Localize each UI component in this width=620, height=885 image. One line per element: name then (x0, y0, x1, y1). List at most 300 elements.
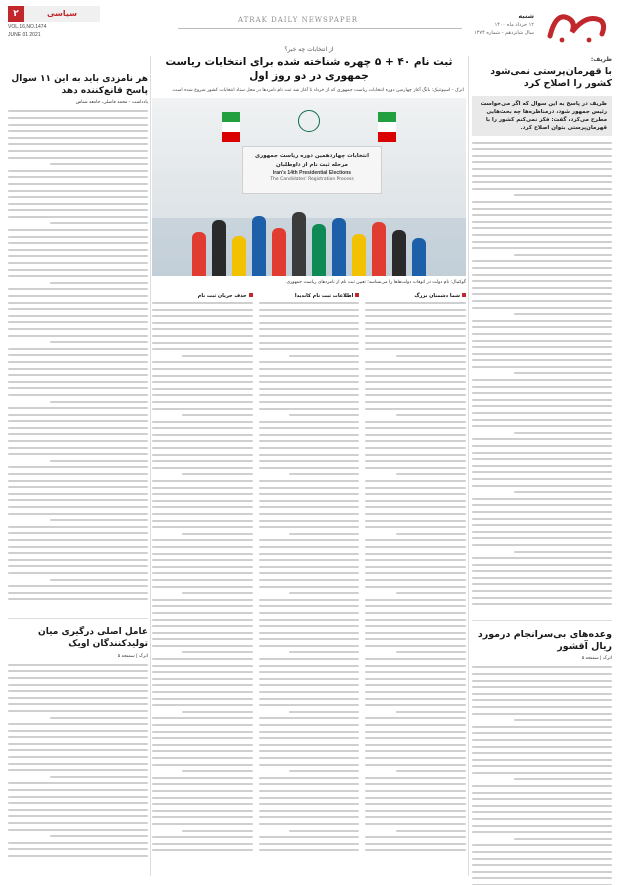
text-line (472, 379, 612, 381)
text-line (152, 717, 253, 719)
text-line (259, 454, 360, 456)
text-line (472, 498, 612, 500)
text-line (8, 684, 148, 686)
text-line (152, 368, 253, 370)
text-line (472, 346, 612, 348)
text-line (152, 625, 253, 627)
text-line (396, 533, 466, 535)
text-line (152, 757, 253, 759)
text-line (472, 524, 612, 526)
text-line (365, 315, 466, 317)
text-line (472, 706, 612, 708)
text-line (152, 394, 253, 396)
text-line (472, 759, 612, 761)
text-line (259, 625, 360, 627)
text-line (152, 678, 253, 680)
text-line (152, 467, 253, 469)
text-line (8, 565, 148, 567)
text-line (8, 328, 148, 330)
text-line (8, 124, 148, 126)
text-line (8, 848, 148, 850)
text-line (152, 750, 253, 752)
flag-icon (222, 112, 240, 142)
banner-title-en: Iran's 14th Presidential Elections (272, 170, 352, 176)
text-line (8, 506, 148, 508)
text-line (259, 394, 360, 396)
text-line (472, 785, 612, 787)
text-line (152, 691, 253, 693)
text-line (182, 592, 252, 594)
text-line (472, 693, 612, 695)
text-line (365, 302, 466, 304)
text-line (8, 453, 148, 455)
text-line (259, 381, 360, 383)
text-line (259, 440, 360, 442)
microphone-icon (372, 222, 386, 276)
text-line (152, 342, 253, 344)
text-line (472, 392, 612, 394)
text-line (365, 539, 466, 541)
text-line (259, 586, 360, 588)
text-line (8, 288, 148, 290)
text-line (152, 348, 253, 350)
text-line (472, 831, 612, 833)
text-line (365, 467, 466, 469)
text-line (365, 619, 466, 621)
microphone-icon (232, 236, 246, 276)
text-line (8, 480, 148, 482)
text-line (8, 769, 148, 771)
text-line (472, 445, 612, 447)
text-line (472, 877, 612, 879)
text-line (8, 354, 148, 356)
text-line (50, 401, 148, 403)
text-line (259, 546, 360, 548)
article-body (8, 110, 148, 610)
text-line (259, 764, 360, 766)
section-label: سیاسی (24, 6, 100, 22)
text-line (472, 590, 612, 592)
text-line (8, 829, 148, 831)
text-line (365, 434, 466, 436)
text-line (365, 480, 466, 482)
text-line (8, 150, 148, 152)
text-line (8, 236, 148, 238)
text-line (8, 466, 148, 468)
text-line (8, 809, 148, 811)
text-line (289, 473, 359, 475)
text-line (8, 782, 148, 784)
text-line (8, 730, 148, 732)
text-line (514, 491, 612, 493)
text-line (365, 645, 466, 647)
text-line (259, 335, 360, 337)
text-line (182, 770, 252, 772)
text-line (152, 816, 253, 818)
day-label: شنبه (518, 12, 534, 20)
text-line (365, 500, 466, 502)
text-line (514, 719, 612, 721)
text-line (8, 710, 148, 712)
text-line (365, 401, 466, 403)
text-line (365, 506, 466, 508)
text-line (8, 269, 148, 271)
text-line (8, 420, 148, 422)
text-line (259, 797, 360, 799)
text-line (8, 802, 148, 804)
text-line (514, 313, 612, 315)
article-body-2 (8, 664, 148, 864)
text-line (472, 858, 612, 860)
text-line (472, 175, 612, 177)
text-line (472, 353, 612, 355)
text-line (259, 816, 360, 818)
text-line (472, 267, 612, 269)
flag-icon (378, 112, 396, 142)
text-line (8, 117, 148, 119)
text-line (365, 731, 466, 733)
article-kicker: ظریف: (590, 56, 612, 63)
text-line (472, 168, 612, 170)
text-line (8, 302, 148, 304)
text-line (472, 386, 612, 388)
text-line (365, 546, 466, 548)
text-line (50, 717, 148, 719)
text-line (365, 559, 466, 561)
text-line (396, 592, 466, 594)
text-line (259, 717, 360, 719)
text-line (152, 744, 253, 746)
text-line (8, 598, 148, 600)
text-line (365, 757, 466, 759)
text-line (8, 143, 148, 145)
text-line (8, 414, 148, 416)
text-line (365, 454, 466, 456)
text-line (472, 234, 612, 236)
text-line (472, 851, 612, 853)
text-line (472, 504, 612, 506)
text-line (472, 511, 612, 513)
text-line (152, 302, 253, 304)
text-line (472, 366, 612, 368)
text-line (472, 752, 612, 754)
lead-kicker: از انتخابات چه خبر؟ (284, 46, 334, 53)
text-line (472, 425, 612, 427)
text-line (152, 572, 253, 574)
text-line (259, 539, 360, 541)
text-line (365, 744, 466, 746)
text-line (8, 473, 148, 475)
text-line (365, 572, 466, 574)
text-line (8, 749, 148, 751)
text-line (8, 190, 148, 192)
text-line (152, 737, 253, 739)
text-line (365, 671, 466, 673)
text-line (472, 597, 612, 599)
text-lines (472, 142, 612, 606)
text-line (8, 546, 148, 548)
text-line (259, 480, 360, 482)
text-line (472, 686, 612, 688)
text-line (8, 532, 148, 534)
text-line (152, 619, 253, 621)
text-line (259, 810, 360, 812)
text-line (8, 229, 148, 231)
text-line (8, 216, 148, 218)
text-line (259, 638, 360, 640)
microphone-icon (332, 218, 346, 276)
text-line (396, 651, 466, 653)
text-line (472, 726, 612, 728)
text-line (365, 526, 466, 528)
microphone-icon (292, 212, 306, 276)
date-line-2: سال شانزدهم - شماره ۱۴۷۴ (474, 30, 534, 36)
text-line (472, 333, 612, 335)
text-line (365, 665, 466, 667)
text-line (472, 680, 612, 682)
text-line (152, 658, 253, 660)
text-line (259, 526, 360, 528)
text-line (259, 678, 360, 680)
body-column (365, 290, 466, 862)
text-line (259, 737, 360, 739)
text-line (259, 368, 360, 370)
text-line (365, 309, 466, 311)
divider (8, 618, 148, 619)
subheading: حذف جریان ثبت نام (152, 293, 253, 299)
text-line (8, 170, 148, 172)
text-line (152, 454, 253, 456)
text-line (152, 684, 253, 686)
text-line (259, 777, 360, 779)
text-line (152, 698, 253, 700)
text-line (152, 487, 253, 489)
text-line (365, 375, 466, 377)
text-line (152, 361, 253, 363)
text-line (152, 843, 253, 845)
text-line (152, 401, 253, 403)
text-line (514, 372, 612, 374)
page-number: ۲ (8, 6, 24, 22)
text-line (472, 713, 612, 715)
body-column (152, 290, 253, 862)
text-line (152, 605, 253, 607)
text-line (152, 704, 253, 706)
text-line (8, 110, 148, 112)
issue-box (8, 6, 100, 38)
text-line (8, 295, 148, 297)
text-line (259, 559, 360, 561)
left-column (8, 56, 148, 881)
article-byline: اترک | سمنجه ۵ (581, 656, 612, 662)
text-line (365, 737, 466, 739)
text-line (289, 355, 359, 357)
text-line (472, 557, 612, 559)
text-line (259, 731, 360, 733)
text-line (259, 783, 360, 785)
text-line (472, 603, 612, 605)
text-line (152, 553, 253, 555)
article-body (472, 142, 612, 612)
text-line (8, 723, 148, 725)
lead-body-columns (152, 290, 466, 862)
text-line (365, 764, 466, 766)
text-line (472, 260, 612, 262)
text-line (365, 487, 466, 489)
text-line (8, 407, 148, 409)
text-line (365, 440, 466, 442)
text-line (259, 744, 360, 746)
text-line (182, 711, 252, 713)
text-line (365, 658, 466, 660)
text-line (514, 432, 612, 434)
text-line (472, 792, 612, 794)
microphone-icon (392, 230, 406, 276)
text-line (152, 506, 253, 508)
article-byline-2: اترک | سمنجه ۵ (117, 653, 148, 659)
text-line (365, 579, 466, 581)
text-line (396, 414, 466, 416)
text-line (8, 440, 148, 442)
text-line (365, 322, 466, 324)
paper-name-english: ATRAK DAILY NEWSPAPER (237, 16, 359, 24)
text-line (472, 666, 612, 668)
text-line (50, 776, 148, 778)
text-line (365, 348, 466, 350)
text-line (259, 612, 360, 614)
text-line (365, 493, 466, 495)
text-line (365, 810, 466, 812)
text-line (472, 537, 612, 539)
text-line (289, 592, 359, 594)
text-line (365, 566, 466, 568)
text-line (50, 519, 148, 521)
column-divider (468, 56, 469, 876)
text-line (396, 473, 466, 475)
text-line (8, 664, 148, 666)
text-line (8, 552, 148, 554)
text-line (259, 388, 360, 390)
text-line (472, 399, 612, 401)
text-line (365, 750, 466, 752)
text-line (259, 605, 360, 607)
text-line (396, 830, 466, 832)
text-line (259, 599, 360, 601)
text-line (259, 704, 360, 706)
text-line (365, 460, 466, 462)
text-line (152, 309, 253, 311)
text-line (259, 658, 360, 660)
text-line (259, 684, 360, 686)
text-line (8, 176, 148, 178)
text-line (259, 427, 360, 429)
text-line (259, 361, 360, 363)
text-line (259, 309, 360, 311)
text-line (8, 387, 148, 389)
article-title-2: وعده‌های بی‌سرانجام درمورد ریال آقشور (477, 628, 612, 653)
text-line (259, 493, 360, 495)
microphone-icon (352, 234, 366, 276)
text-line (50, 460, 148, 462)
article-body-2 (472, 666, 612, 885)
text-line (152, 546, 253, 548)
text-line (8, 335, 148, 337)
text-line (259, 302, 360, 304)
text-line (152, 559, 253, 561)
text-line (472, 148, 612, 150)
text-line (365, 783, 466, 785)
text-line (472, 485, 612, 487)
text-line (472, 471, 612, 473)
text-line (365, 836, 466, 838)
text-line (365, 803, 466, 805)
text-line (152, 612, 253, 614)
text-line (365, 691, 466, 693)
text-line (472, 181, 612, 183)
text-line (152, 388, 253, 390)
text-line (259, 467, 360, 469)
text-line (259, 421, 360, 423)
text-line (259, 401, 360, 403)
text-line (365, 638, 466, 640)
text-line (152, 810, 253, 812)
text-line (8, 743, 148, 745)
banner-subtitle-fa: مرحله ثبت نام از داوطلبان (276, 162, 348, 168)
text-line (152, 599, 253, 601)
text-line (472, 570, 612, 572)
issue-date-en: JUNE 01 2021 (8, 32, 41, 38)
text-line (152, 315, 253, 317)
text-line (472, 811, 612, 813)
text-line (365, 797, 466, 799)
text-line (8, 447, 148, 449)
text-line (365, 717, 466, 719)
microphone-icon (252, 216, 266, 276)
text-line (472, 320, 612, 322)
text-line (259, 698, 360, 700)
text-line (396, 355, 466, 357)
article-title-2: عامل اصلی درگیری میان تولیدکنندگان اویک (38, 627, 148, 650)
text-line (365, 678, 466, 680)
text-line (8, 690, 148, 692)
text-line (289, 830, 359, 832)
text-line (472, 155, 612, 157)
text-line (259, 724, 360, 726)
text-line (472, 465, 612, 467)
text-line (152, 665, 253, 667)
text-line (259, 572, 360, 574)
text-line (472, 871, 612, 873)
text-line (259, 348, 360, 350)
text-line (365, 849, 466, 851)
text-line (472, 798, 612, 800)
text-line (472, 214, 612, 216)
text-line (152, 797, 253, 799)
text-line (152, 632, 253, 634)
text-line (365, 704, 466, 706)
text-line (472, 458, 612, 460)
text-line (365, 520, 466, 522)
text-line (396, 770, 466, 772)
text-line (8, 374, 148, 376)
text-line (8, 559, 148, 561)
text-line (152, 434, 253, 436)
text-line (259, 506, 360, 508)
text-line (152, 335, 253, 337)
text-line (152, 638, 253, 640)
text-line (152, 460, 253, 462)
text-line (259, 790, 360, 792)
